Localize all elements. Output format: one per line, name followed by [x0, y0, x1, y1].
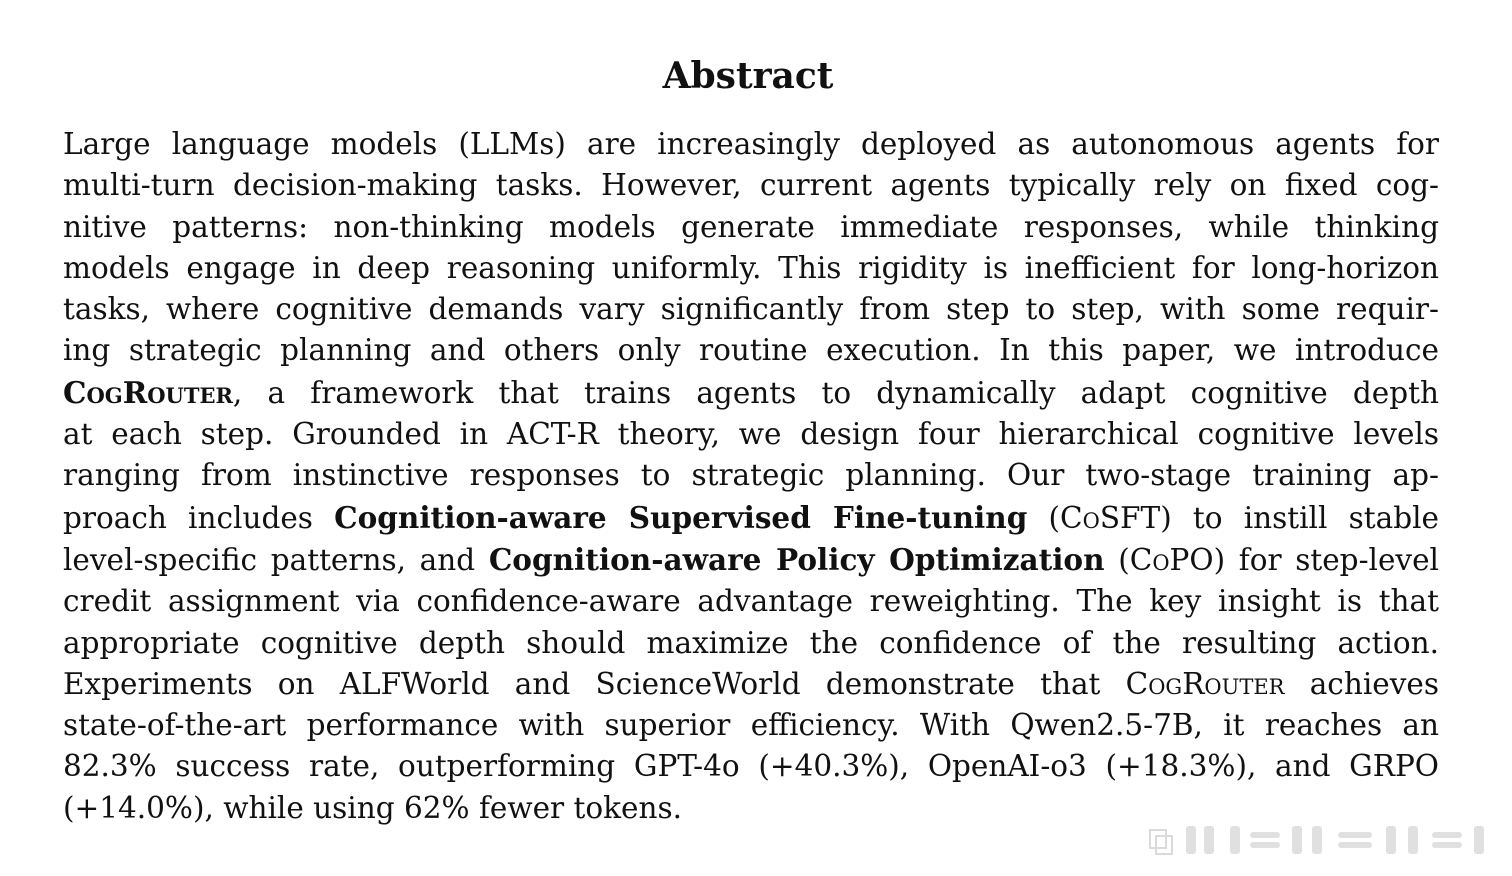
abstract-line: [63, 539, 1439, 581]
text-run: proach includes: [63, 500, 335, 535]
abstract-paragraph: [63, 124, 1439, 829]
text-run: state-of-the-art performance with superior efficiency. With Qwen2.5-7B, it reaches an: [63, 708, 1439, 743]
styled-term: Cognition-aware Policy Optimization: [488, 541, 1105, 577]
styled-term: CoPO: [1129, 542, 1214, 577]
abstract-line: [63, 207, 1439, 248]
abstract-line: [63, 124, 1439, 165]
text-run: (: [1027, 500, 1061, 535]
text-run: Experiments on ALFWorld and ScienceWorld demonstrate that: [63, 666, 1126, 701]
abstract-line: [63, 746, 1439, 787]
text-run: (+14.0%), while using 62% fewer tokens.: [63, 790, 682, 825]
text-run: ranging from instinctive responses to strategic planning. Our two-stage training ap-: [63, 458, 1439, 493]
styled-term: CoSFT: [1060, 500, 1161, 535]
text-run: tasks, where cognitive demands vary significantly from step to step, with some requir-: [63, 292, 1439, 327]
text-run: ing strategic planning and others only routine execution. In this paper, we introduce: [63, 333, 1439, 368]
text-run: credit assignment via confidence-aware advantage reweighting. The key insight is that: [63, 584, 1439, 619]
text-run: multi-turn decision-making tasks. However, current agents typically rely on fixed cog-: [63, 168, 1439, 203]
text-run: appropriate cognitive depth should maximize the confidence of the resulting action.: [63, 625, 1439, 660]
text-run: level-specific patterns, and: [63, 542, 489, 577]
text-run: Large language models (LLMs) are increasingly deployed as autonomous agents for: [63, 127, 1439, 161]
styled-term: CogRouter: [63, 374, 233, 410]
abstract-line: [63, 581, 1439, 622]
abstract-line: [63, 165, 1439, 206]
text-run: , a framework that trains agents to dynamically adapt cognitive depth: [232, 375, 1439, 410]
abstract-line: [63, 664, 1439, 705]
abstract-line: [63, 705, 1439, 746]
watermark-icon: [1146, 820, 1496, 860]
abstract-line: [63, 248, 1439, 289]
text-run: achieves: [1284, 666, 1439, 701]
abstract-line: [63, 623, 1439, 664]
text-run: ) to instill stable: [1160, 500, 1439, 535]
text-run: ) for step-level: [1213, 542, 1439, 577]
styled-term: CogRouter: [1125, 666, 1285, 701]
abstract-line: [63, 497, 1439, 539]
abstract-heading: Abstract: [662, 55, 834, 97]
abstract-line: [63, 414, 1439, 455]
text-run: models engage in deep reasoning uniformly. This rigidity is inefficient for long-horizon: [63, 250, 1439, 285]
text-run: 82.3% success rate, outperforming GPT-4o (+40.3%), OpenAI-o3 (+18.3%), and GRPO: [63, 749, 1439, 784]
abstract-line: [63, 372, 1439, 414]
abstract-line: [63, 455, 1439, 496]
text-run: (: [1104, 542, 1130, 577]
abstract-line: [63, 330, 1439, 371]
styled-term: Cognition-aware Supervised Fine-tuning: [334, 499, 1028, 535]
text-run: nitive patterns: non-thinking models generate immediate responses, while thinking: [63, 209, 1439, 244]
text-run: at each step. Grounded in ACT-R theory, we design four hierarchical cognitive levels: [63, 417, 1439, 452]
abstract-line: [63, 289, 1439, 330]
